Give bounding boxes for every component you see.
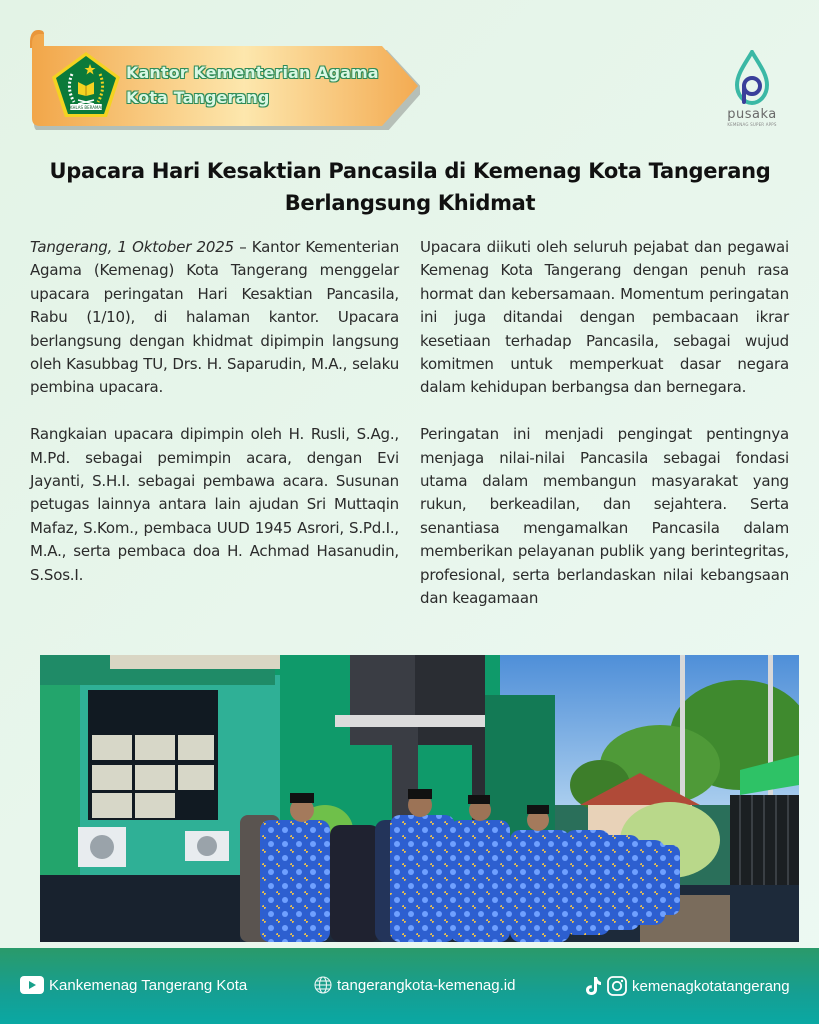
paragraph-lead [30,236,399,400]
article-headline [20,155,800,219]
kemenag-emblem-icon [50,50,122,120]
pusaka-drop-icon [733,50,771,106]
ceremony-photo-illustration [40,655,799,942]
office-name-line2: Kota Tangerang [126,88,270,107]
footer-youtube-link[interactable] [20,976,247,994]
ceremony-photo [40,655,799,942]
youtube-icon [20,976,44,994]
headline-line1: Upacara Hari Kesaktian Pancasila di Kemenag Kota Tangerang [49,159,771,183]
pusaka-tagline: KEMENAG SUPER APPS [727,122,777,127]
footer-social-link[interactable] [584,976,790,996]
youtube-channel-label: Kankemenag Tangerang Kota [49,976,248,994]
office-name-line1: Kantor Kementerian Agama [126,63,379,82]
article-right-column [420,236,789,634]
pusaka-name: pusaka [727,107,777,122]
paragraph-closing: Peringatan ini menjadi pengingat pentingnya menjaga nilai-nilai Pancasila sebagai fondasi utama dalam membangun masyarakat yang rukun, berkeadilan, dan sejahtera. Serta senantiasa mengamalkan Pancasila dalam memberikan pelayanan publik yang berintegritas, profesional, serta berlandaskan nilai kebangsaan dan keagamaan [420,425,789,608]
website-url-label: tangerangkota-kemenag.id [337,976,516,994]
headline-line2: Berlangsung Khidmat [284,191,536,215]
header-banner [30,30,420,130]
lead-text: – Kantor Kementerian Agama (Kemenag) Kota Tangerang menggelar upacara peringatan Hari Kesaktian Pancasila, Rabu (1/10), di halaman kantor. Upacara berlangsung dengan khidmat dipimpin langsung oleh Kasubbag TU, Drs. H. Saparudin, M.A., selaku pembina upacara. [30,238,399,397]
tiktok-icon [584,976,602,996]
footer-website-link[interactable] [314,976,515,994]
office-name [126,60,379,110]
article-left-column [30,236,399,610]
svg-text:IKHLAS BERAMAL: IKHLAS BERAMAL [68,104,104,110]
pusaka-logo [712,50,792,134]
instagram-icon [607,976,627,996]
dateline: Tangerang, 1 Oktober 2025 [30,238,234,256]
social-handle-label: kemenagkotatangerang [632,977,790,995]
paragraph-officials: Rangkaian upacara dipimpin oleh H. Rusli, S.Ag., M.Pd. sebagai pemimpin acara, dengan Evi Jayanti, S.H.I. sebagai pembawa acara. Susunan petugas lainnya antara lain ajudan Sri Muttaqin Mafaz, S.Kom., pembaca UUD 1945 Asrori, S.Pd.I., M.A., serta pembaca doa H. Achmad Hasanudin, S.Sos.I. [30,425,399,584]
paragraph-participants: Upacara diikuti oleh seluruh pejabat dan pegawai Kemenag Kota Tangerang dengan penuh rasa hormat dan kebersamaan. Momentum peringatan ini juga ditandai dengan pembacaan ikrar kesetiaan terhadap Pancasila, sebagai wujud komitmen untuk memperkuat dasar negara dalam kehidupan berbangsa dan bernegara. [420,238,789,397]
globe-icon [314,976,332,994]
footer-bar [0,948,819,1024]
